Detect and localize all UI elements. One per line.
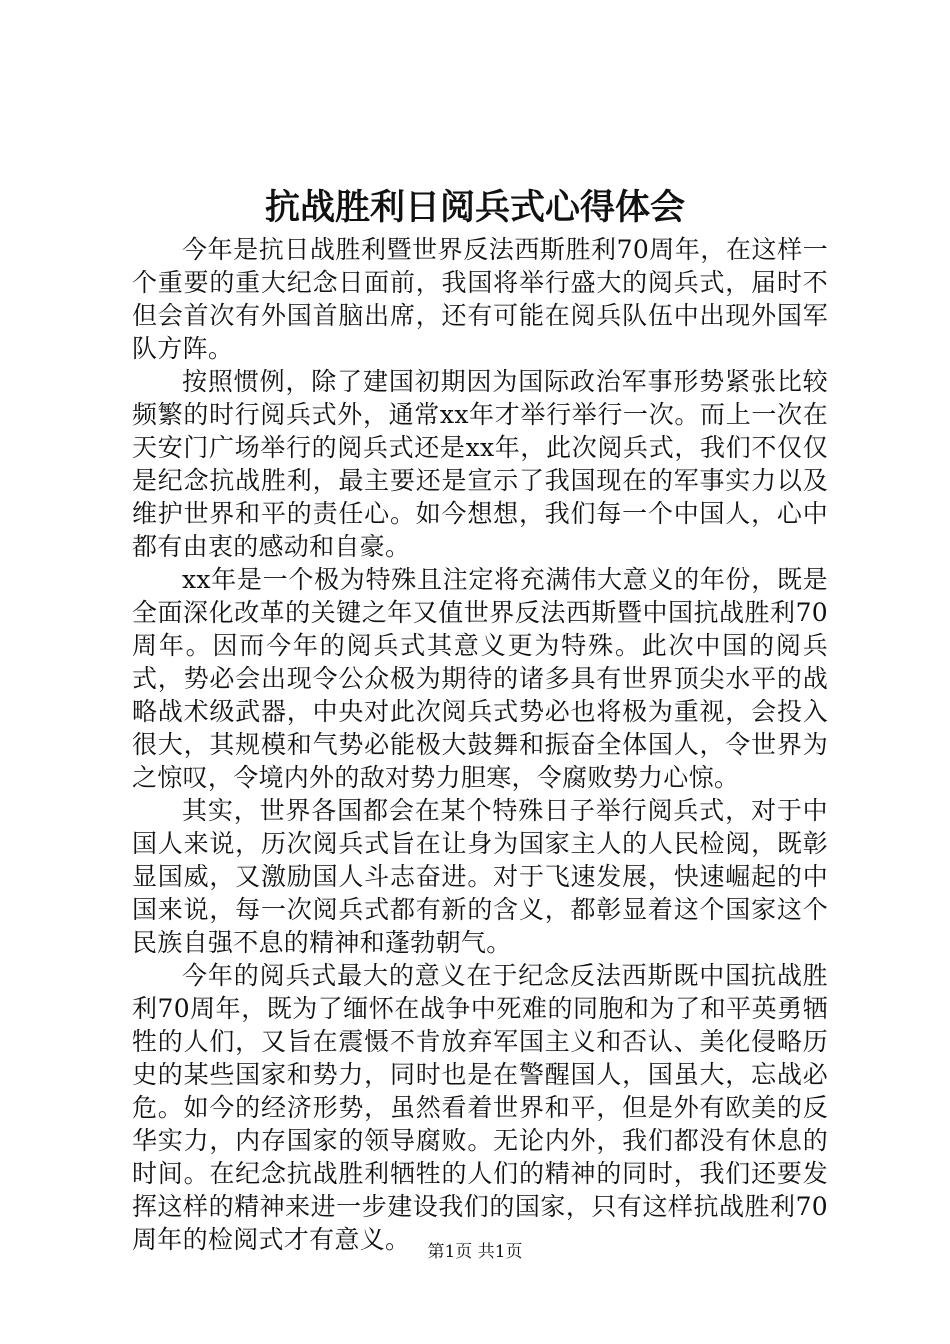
document-title: 抗战胜利日阅兵式心得体会 [264, 187, 685, 228]
paragraph: 今年是抗日战胜利暨世界反法西斯胜利70周年，在这样一个重要的重大纪念日面前，我国将举行盛大的阅兵式，届时不但会首次有外国首脑出席，还有可能在阅兵队伍中出现外国军队方阵。 [132, 235, 828, 363]
document-body [132, 233, 828, 1256]
paragraph: 今年的阅兵式最大的意义在于纪念反法西斯既中国抗战胜利70周年，既为了缅怀在战争中死难的同胞和为了和平英勇牺牲的人们，又旨在震慑不肯放弃军国主义和否认、美化侵略历史的某些国家和势力，同时也是在警醒国人，国虽大，忘战必危。如今的经济形势，虽然看着世界和平，但是外有欧美的反华实力，内存国家的领导腐败。无论内外，我们都没有休息的时间。在纪念抗战胜利牺牲的人们的精神的同时，我们还要发挥这样的精神来进一步建设我们的国家，只有这样抗战胜利70周年的检阅式才有意义。 [132, 961, 828, 1254]
paragraph: xx年是一个极为特殊且注定将充满伟大意义的年份，既是全面深化改革的关键之年又值世界反法西斯暨中国抗战胜利70周年。因而今年的阅兵式其意义更为特殊。此次中国的阅兵式，势必会出现令公众极为期待的诸多具有世界顶尖水平的战略战术级武器，中央对此次阅兵式势必也将极为重视，会投入很大，其规模和气势必能极大鼓舞和振奋全体国人，令世界为之惊叹，令境内外的敌对势力胆寒，令腐败势力心惊。 [132, 565, 828, 792]
paragraph: 其实，世界各国都会在某个特殊日子举行阅兵式，对于中国人来说，历次阅兵式旨在让身为国家主人的人民检阅，既彰显国威，又激励国人斗志奋进。对于飞速发展，快速崛起的中国来说，每一次阅兵式都有新的含义，都彰显着这个国家这个民族自强不息的精神和蓬勃朝气。 [132, 796, 828, 957]
paragraph: 按照惯例，除了建国初期因为国际政治军事形势紧张比较频繁的时行阅兵式外，通常xx年才举行举行一次。而上一次在天安门广场举行的阅兵式还是xx年，此次阅兵式，我们不仅仅是纪念抗战胜利，最主要还是宣示了我国现在的军事实力以及维护世界和平的责任心。如今想想，我们每一个中国人，心中都有由衷的感动和自豪。 [132, 367, 828, 561]
page-number-footer: 第1页 共1页 [427, 1242, 523, 1262]
